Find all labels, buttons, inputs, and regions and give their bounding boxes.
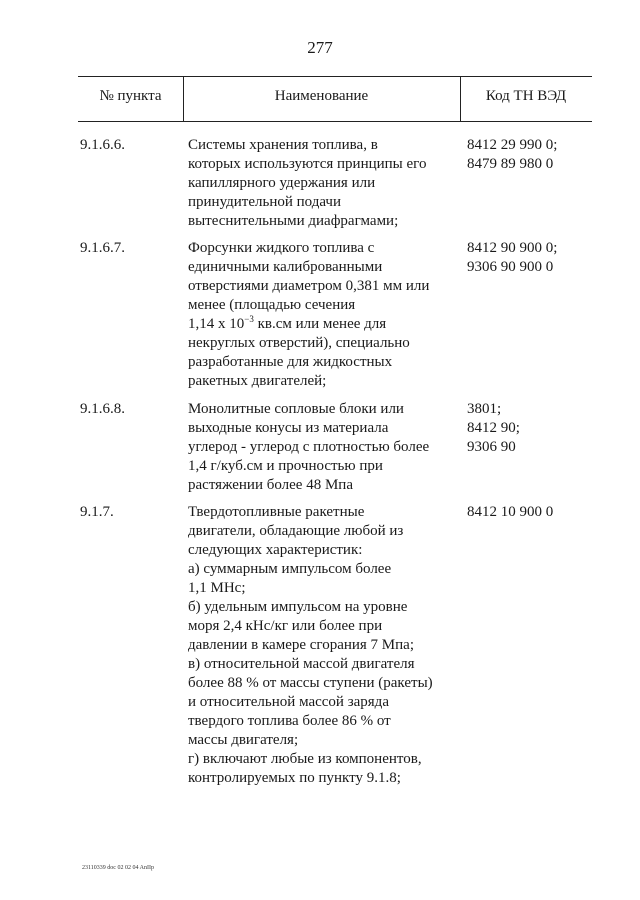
desc-line: разработанные для жидкостных: [188, 354, 393, 370]
exponent: −3: [244, 314, 254, 324]
desc-line: более 88 % от массы ступени (ракеты): [188, 675, 433, 691]
desc-line: капиллярного удержания или: [188, 175, 376, 191]
item-description: [188, 239, 460, 391]
desc-line: отверстиями диаметром 0,381 мм или: [188, 278, 430, 294]
desc-line: некруглых отверстий), специально: [188, 335, 410, 351]
item-description: [188, 400, 460, 495]
code-line: 8412 90;: [467, 420, 520, 436]
desc-line: углерод - углерод с плотностью более: [188, 439, 430, 455]
desc-line: давлении в камере сгорания 7 Мпа;: [188, 637, 414, 653]
desc-line: следующих характеристик:: [188, 542, 363, 558]
desc-line: контролируемых по пункту 9.1.8;: [188, 770, 401, 786]
code-line: 8412 90 900 0;: [467, 240, 558, 256]
item-code: [467, 503, 597, 522]
desc-line: моря 2,4 кНс/кг или более при: [188, 618, 383, 634]
desc-line: Монолитные сопловые блоки или: [188, 401, 404, 417]
desc-line: массы двигателя;: [188, 732, 299, 748]
desc-line: растяжении более 48 Мпа: [188, 477, 353, 493]
code-line: 9306 90: [467, 439, 516, 455]
desc-line: и относительной массой заряда: [188, 694, 389, 710]
desc-line: Твердотопливные ракетные: [188, 504, 365, 520]
item-number: 9.1.6.7.: [80, 240, 125, 256]
header-name: Наименование: [274, 88, 369, 104]
desc-line-tail: кв.см или менее для: [253, 316, 387, 332]
desc-line: ракетных двигателей;: [188, 373, 327, 389]
desc-line: твердого топлива более 86 % от: [188, 713, 391, 729]
item-description: [188, 503, 460, 788]
desc-line: Системы хранения топлива, в: [188, 137, 378, 153]
table-header-border: [78, 121, 592, 122]
desc-line: менее (площадью сечения: [188, 297, 356, 313]
item-number: 9.1.6.8.: [80, 401, 125, 417]
desc-line-base: 1,14 х 10: [188, 316, 245, 332]
desc-line-with-exponent: [188, 315, 460, 334]
desc-line: 1,4 г/куб.см и прочностью при: [188, 458, 383, 474]
header-item-number: № пункта: [99, 88, 162, 104]
item-number: 9.1.7.: [80, 504, 114, 520]
item-description: [188, 136, 460, 231]
desc-line: в) относительной массой двигателя: [188, 656, 415, 672]
desc-line: принудительной подачи: [188, 194, 341, 210]
header-code: Код ТН ВЭД: [485, 88, 567, 104]
item-code: [467, 136, 597, 174]
desc-line: которых используются принципы его: [188, 156, 427, 172]
code-line: 8479 89 980 0: [467, 156, 554, 172]
footer-doc-id: 23110339 doc 02 02 04 AnIIp: [82, 865, 154, 871]
item-code: [467, 239, 597, 277]
desc-line: б) удельным импульсом на уровне: [188, 599, 408, 615]
desc-line: выходные конусы из материала: [188, 420, 389, 436]
desc-line: вытеснительными диафрагмами;: [188, 213, 399, 229]
desc-line: а) суммарным импульсом более: [188, 561, 392, 577]
page-number: 277: [307, 38, 333, 57]
desc-line: 1,1 МНс;: [188, 580, 246, 596]
item-code: [467, 400, 597, 457]
desc-line: единичными калиброванными: [188, 259, 383, 275]
desc-line: Форсунки жидкого топлива с: [188, 240, 375, 256]
code-line: 9306 90 900 0: [467, 259, 554, 275]
table-top-border: [78, 76, 592, 77]
code-line: 3801;: [467, 401, 502, 417]
item-number: 9.1.6.6.: [80, 137, 125, 153]
desc-line: двигатели, обладающие любой из: [188, 523, 404, 539]
code-line: 8412 10 900 0: [467, 504, 554, 520]
desc-line: г) включают любые из компонентов,: [188, 751, 422, 767]
code-line: 8412 29 990 0;: [467, 137, 558, 153]
